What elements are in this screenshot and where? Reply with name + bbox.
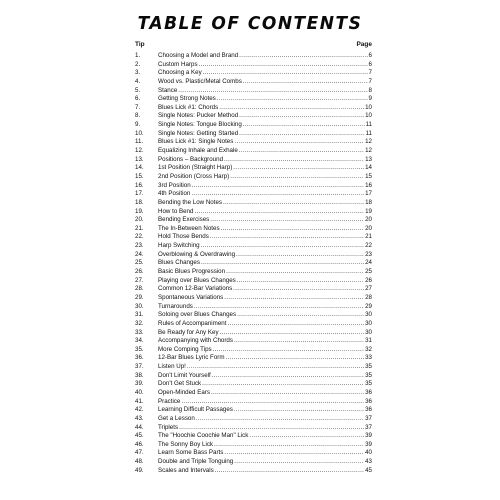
toc-entry-line	[158, 449, 372, 458]
page-number: 8	[368, 86, 372, 94]
toc-entry	[128, 87, 372, 96]
toc-entry-line	[158, 277, 372, 286]
page-number: 30	[365, 328, 372, 336]
tip-title: Blues Lick #1: Chords	[158, 103, 219, 111]
dot-leader	[237, 311, 364, 320]
page-number: 14	[365, 164, 372, 172]
toc-entry-line	[158, 199, 372, 208]
toc-entry-line	[158, 294, 372, 303]
tip-number: 40.	[135, 388, 144, 396]
toc-entry	[128, 277, 372, 286]
dot-leader	[239, 130, 364, 139]
page-number: 35	[365, 363, 372, 371]
dot-leader	[211, 389, 364, 398]
toc-entry-line	[158, 311, 372, 320]
toc-entry-line	[158, 329, 372, 338]
tip-number: 16.	[135, 181, 144, 189]
toc-entry	[128, 138, 372, 147]
dot-leader	[221, 225, 365, 234]
dot-leader	[243, 121, 365, 130]
tip-title: Practice	[158, 397, 181, 405]
tip-title: Learning Difficult Passages	[158, 406, 233, 414]
toc-entry	[128, 294, 372, 303]
tip-title: Bending Exercises	[158, 216, 210, 224]
toc-entry-line	[158, 208, 372, 217]
tip-title: More Comping Tips	[158, 345, 212, 353]
tip-title: Don't Get Stuck	[158, 380, 202, 388]
dot-leader	[201, 242, 364, 251]
tip-number: 13.	[135, 155, 144, 163]
dot-leader	[225, 354, 364, 363]
toc-entry	[128, 61, 372, 70]
page-number: 10	[365, 103, 372, 111]
tip-title: The Sonny Boy Lick	[158, 440, 214, 448]
toc-entry	[128, 346, 372, 355]
page-number: 35	[365, 371, 372, 379]
page-column-header: Page	[356, 41, 372, 48]
tip-number: 33.	[135, 328, 144, 336]
page-number: 27	[365, 285, 372, 293]
toc-entry	[128, 69, 372, 78]
dot-leader	[199, 61, 368, 70]
tip-title: How to Bend	[158, 207, 194, 215]
page-number: 16	[365, 181, 372, 189]
dot-leader	[191, 190, 364, 199]
tip-title: Single Notes: Getting Started	[158, 129, 239, 137]
toc-entry	[128, 156, 372, 165]
page-number: 33	[365, 354, 372, 362]
toc-entry-line	[158, 441, 372, 450]
dot-leader	[178, 87, 367, 96]
toc-entry	[128, 337, 372, 346]
toc-entry	[128, 285, 372, 294]
toc-entry-line	[158, 164, 372, 173]
toc-entry	[128, 259, 372, 268]
toc-entry-line	[158, 233, 372, 242]
page-number: 11	[365, 129, 372, 137]
page-number: 39	[365, 432, 372, 440]
dot-leader	[194, 208, 364, 217]
toc-entry-line	[158, 78, 372, 87]
tip-title: Choosing a Model and Brand	[158, 52, 239, 59]
toc-entry	[128, 363, 372, 372]
page-number: 24	[365, 259, 372, 267]
tip-number: 26.	[135, 268, 144, 276]
dot-leader	[179, 424, 364, 433]
tip-number: 6.	[135, 95, 141, 103]
toc-entry	[128, 380, 372, 389]
page-number: 17	[365, 190, 372, 198]
toc-entry	[128, 424, 372, 433]
toc-entry-line	[158, 467, 372, 476]
tip-number: 29.	[135, 293, 144, 301]
dot-leader	[219, 104, 364, 113]
toc-entry-line	[158, 138, 372, 147]
dot-leader	[224, 156, 364, 165]
dot-leader	[187, 363, 364, 372]
page-number: 31	[365, 337, 372, 345]
tip-title: Rules of Accompaniment	[158, 319, 227, 327]
toc-entry-line	[158, 363, 372, 372]
dot-leader	[215, 467, 364, 476]
toc-entry	[128, 78, 372, 87]
toc-entry	[128, 242, 372, 251]
page-number: 36	[365, 388, 372, 396]
toc-entry-line	[158, 372, 372, 381]
tip-number: 7.	[135, 103, 141, 111]
toc-entry-line	[158, 147, 372, 156]
tip-title: Bending the Low Notes	[158, 198, 222, 206]
tip-number: 12.	[135, 147, 144, 155]
toc-entry-line	[158, 337, 372, 346]
tip-title: Accompanying with Chords	[158, 337, 233, 345]
dot-leader	[236, 251, 364, 260]
tip-number: 20.	[135, 216, 144, 224]
dot-leader	[213, 346, 364, 355]
tip-number: 41.	[135, 397, 144, 405]
dot-leader	[243, 78, 368, 87]
dot-leader	[214, 441, 364, 450]
page-number: 10	[365, 112, 372, 120]
dot-leader	[194, 303, 364, 312]
dot-leader	[201, 259, 364, 268]
toc-entry	[128, 311, 372, 320]
toc-entry-line	[158, 424, 372, 433]
toc-entry-line	[158, 173, 372, 182]
tip-number: 14.	[135, 164, 144, 172]
tip-title: 4th Position	[158, 190, 191, 198]
toc-entry	[128, 372, 372, 381]
toc-entry-line	[158, 398, 372, 407]
tip-title: Triplets	[158, 423, 179, 431]
toc-entry	[128, 95, 372, 104]
page-number: 6	[368, 52, 372, 59]
toc-entry-line	[158, 112, 372, 121]
toc-entry	[128, 121, 372, 130]
tip-number: 49.	[135, 466, 144, 474]
toc-entry-line	[158, 389, 372, 398]
toc-entry	[128, 467, 372, 476]
page-number: 15	[365, 172, 372, 180]
toc-entry-line	[158, 406, 372, 415]
tip-number: 27.	[135, 276, 144, 284]
tip-number: 9.	[135, 121, 141, 129]
page-number: 35	[365, 380, 372, 388]
tip-title: Positions – Background	[158, 155, 224, 163]
dot-leader	[224, 294, 364, 303]
dot-leader	[226, 268, 364, 277]
toc-entry	[128, 182, 372, 191]
page-number: 19	[365, 207, 372, 215]
tip-number: 34.	[135, 337, 144, 345]
page-number: 28	[365, 293, 372, 301]
tip-title: Scales and Intervals	[158, 466, 214, 474]
toc-entry-line	[158, 320, 372, 329]
dot-leader	[239, 112, 364, 121]
tip-title: Custom Harps	[158, 60, 198, 68]
toc-entry	[128, 441, 372, 450]
toc-entry-line	[158, 121, 372, 130]
tip-title: Choosing a Key	[158, 69, 202, 77]
tip-title: Open-Minded Ears	[158, 388, 210, 396]
tip-title: Get a Lesson	[158, 414, 195, 422]
tip-title: Be Ready for Any Key	[158, 328, 219, 336]
toc-entry-line	[158, 458, 372, 467]
dot-leader	[239, 147, 364, 156]
tip-title: Common 12-Bar Variations	[158, 285, 233, 293]
page-number: 20	[365, 224, 372, 232]
page-number: 23	[365, 250, 372, 258]
page-number: 20	[365, 216, 372, 224]
page-number: 6	[368, 60, 372, 68]
dot-leader	[217, 95, 368, 104]
dot-leader	[223, 199, 364, 208]
tip-number: 15.	[135, 172, 144, 180]
page-number: 30	[365, 319, 372, 327]
tip-title: Basic Blues Progression	[158, 268, 226, 276]
dot-leader	[234, 406, 364, 415]
tip-title: 2nd Position (Cross Harp)	[158, 172, 230, 180]
tip-title: Blues Lick #1: Single Notes	[158, 138, 234, 146]
tip-number: 36.	[135, 354, 144, 362]
dot-leader	[239, 52, 367, 61]
dot-leader	[234, 138, 364, 147]
toc-entry	[128, 104, 372, 113]
tip-number: 10.	[135, 129, 144, 137]
tip-number: 42.	[135, 406, 144, 414]
tip-title: Overblowing & Overdrawing	[158, 250, 236, 258]
toc-entry	[128, 52, 372, 61]
page-number: 39	[365, 440, 372, 448]
toc-entry	[128, 389, 372, 398]
toc-entry	[128, 173, 372, 182]
page-number: 45	[365, 466, 372, 474]
page-number: 36	[365, 406, 372, 414]
toc-entry-line	[158, 268, 372, 277]
page-number: 9	[368, 95, 372, 103]
toc-entry-line	[158, 87, 372, 96]
toc-entry-line	[158, 346, 372, 355]
tip-column-header: Tip	[135, 41, 145, 48]
tip-number: 19.	[135, 207, 144, 215]
page-number: 36	[365, 397, 372, 405]
dot-leader	[203, 69, 368, 78]
tip-title: Hold Those Bends	[158, 233, 209, 241]
toc-entry-line	[158, 156, 372, 165]
toc-entry-line	[158, 303, 372, 312]
tip-title: Spontaneous Variations	[158, 293, 224, 301]
toc-entry-line	[158, 95, 372, 104]
tip-title: 3rd Position	[158, 181, 191, 189]
toc-entry-line	[158, 259, 372, 268]
tip-title: 12-Bar Blues Lyric Form	[158, 354, 225, 362]
tip-title: Harp Switching	[158, 242, 200, 250]
dot-leader	[234, 337, 364, 346]
tip-number: 1.	[135, 52, 141, 59]
toc-entry	[128, 225, 372, 234]
dot-leader	[249, 432, 364, 441]
page-number: 22	[365, 242, 372, 250]
toc-entry	[128, 199, 372, 208]
tip-number: 17.	[135, 190, 144, 198]
toc-entry-line	[158, 104, 372, 113]
toc-entry	[128, 233, 372, 242]
toc-entry	[128, 432, 372, 441]
dot-leader	[192, 182, 364, 191]
tip-number: 48.	[135, 458, 144, 466]
toc-entry-line	[158, 190, 372, 199]
toc-entry	[128, 354, 372, 363]
toc-entry	[128, 449, 372, 458]
tip-title: Playing over Blues Changes	[158, 276, 236, 284]
page-number: 13	[365, 155, 372, 163]
tip-title: Learn Some Bass Parts	[158, 449, 224, 457]
tip-number: 21.	[135, 224, 144, 232]
dot-leader	[227, 320, 364, 329]
tip-number: 30.	[135, 302, 144, 310]
tip-number: 11.	[135, 138, 144, 146]
dot-leader	[233, 285, 364, 294]
page-number: 30	[365, 311, 372, 319]
tip-number: 5.	[135, 86, 141, 94]
toc-entry-line	[158, 354, 372, 363]
page-number: 7	[368, 69, 372, 77]
toc-entry	[128, 112, 372, 121]
toc-entry	[128, 458, 372, 467]
page-number: 29	[365, 302, 372, 310]
dot-leader	[233, 164, 364, 173]
page-number: 37	[365, 423, 372, 431]
dot-leader	[202, 380, 364, 389]
dot-leader	[237, 277, 364, 286]
toc-entry	[128, 406, 372, 415]
toc-list	[128, 52, 372, 475]
page-number: 21	[365, 233, 372, 241]
tip-number: 4.	[135, 77, 141, 85]
tip-number: 32.	[135, 319, 144, 327]
dot-leader	[181, 398, 364, 407]
page-number: 32	[365, 345, 372, 353]
tip-number: 46.	[135, 440, 144, 448]
tip-number: 22.	[135, 233, 144, 241]
tip-number: 39.	[135, 380, 144, 388]
tip-title: The "Hoochie Coochie Man" Lick	[158, 432, 249, 440]
page-number: 7	[368, 77, 372, 85]
toc-entry-line	[158, 285, 372, 294]
page-number: 26	[365, 276, 372, 284]
tip-number: 44.	[135, 423, 144, 431]
page-number: 18	[365, 198, 372, 206]
toc-entry	[128, 164, 372, 173]
toc-entry-line	[158, 69, 372, 78]
toc-entry	[128, 216, 372, 225]
page-number: 25	[365, 268, 372, 276]
page-title: TABLE OF CONTENTS	[137, 13, 363, 35]
page-number: 43	[365, 458, 372, 466]
tip-number: 18.	[135, 198, 144, 206]
tip-title: Single Notes: Tongue Blocking	[158, 121, 242, 129]
page-number: 37	[365, 414, 372, 422]
toc-entry	[128, 268, 372, 277]
tip-number: 24.	[135, 250, 144, 258]
tip-number: 45.	[135, 432, 144, 440]
tip-number: 31.	[135, 311, 144, 319]
page-number: 12	[365, 138, 372, 146]
tip-title: Double and Triple Tonguing	[158, 458, 234, 466]
dot-leader	[234, 458, 364, 467]
tip-title: Stance	[158, 86, 178, 94]
toc-entry	[128, 208, 372, 217]
dot-leader	[212, 372, 364, 381]
tip-number: 38.	[135, 371, 144, 379]
tip-number: 3.	[135, 69, 141, 77]
toc-entry	[128, 320, 372, 329]
tip-title: Blues Changes	[158, 259, 200, 267]
tip-title: Wood vs. Plastic/Metal Combs	[158, 77, 242, 85]
toc-entry-line	[158, 225, 372, 234]
toc-entry-line	[158, 432, 372, 441]
dot-leader	[220, 329, 365, 338]
toc-entry	[128, 190, 372, 199]
page-number: 11	[365, 121, 372, 129]
tip-number: 35.	[135, 345, 144, 353]
toc-page	[128, 8, 372, 494]
tip-title: Don't Limit Yourself	[158, 371, 211, 379]
tip-number: 43.	[135, 414, 144, 422]
page-number: 40	[365, 449, 372, 457]
tip-title: Equalizing Inhale and Exhale	[158, 147, 238, 155]
toc-entry	[128, 329, 372, 338]
tip-title: The In-Between Notes	[158, 224, 220, 232]
toc-entry-line	[158, 182, 372, 191]
page-number: 12	[365, 147, 372, 155]
tip-number: 28.	[135, 285, 144, 293]
toc-entry-line	[158, 415, 372, 424]
tip-title: Soloing over Blues Changes	[158, 311, 237, 319]
toc-entry	[128, 147, 372, 156]
tip-number: 8.	[135, 112, 141, 120]
tip-title: Listen Up!	[158, 363, 186, 371]
toc-entry-line	[158, 52, 372, 61]
toc-entry-line	[158, 216, 372, 225]
tip-number: 37.	[135, 363, 144, 371]
tip-number: 2.	[135, 60, 141, 68]
toc-entry	[128, 303, 372, 312]
toc-entry	[128, 130, 372, 139]
tip-title: Turnarounds	[158, 302, 193, 310]
toc-entry-line	[158, 61, 372, 70]
toc-entry	[128, 251, 372, 260]
dot-leader	[210, 233, 364, 242]
toc-entry	[128, 398, 372, 407]
tip-title: Single Notes: Pucker Method	[158, 112, 239, 120]
dot-leader	[230, 173, 364, 182]
tip-title: Getting Strong Notes	[158, 95, 216, 103]
tip-title: 1st Position (Straight Harp)	[158, 164, 233, 172]
tip-number: 23.	[135, 242, 144, 250]
tip-number: 47.	[135, 449, 144, 457]
toc-entry-line	[158, 242, 372, 251]
toc-entry	[128, 415, 372, 424]
dot-leader	[210, 216, 364, 225]
dot-leader	[224, 449, 364, 458]
dot-leader	[196, 415, 364, 424]
tip-number: 25.	[135, 259, 144, 267]
toc-entry-line	[158, 130, 372, 139]
toc-entry-line	[158, 380, 372, 389]
toc-entry-line	[158, 251, 372, 260]
